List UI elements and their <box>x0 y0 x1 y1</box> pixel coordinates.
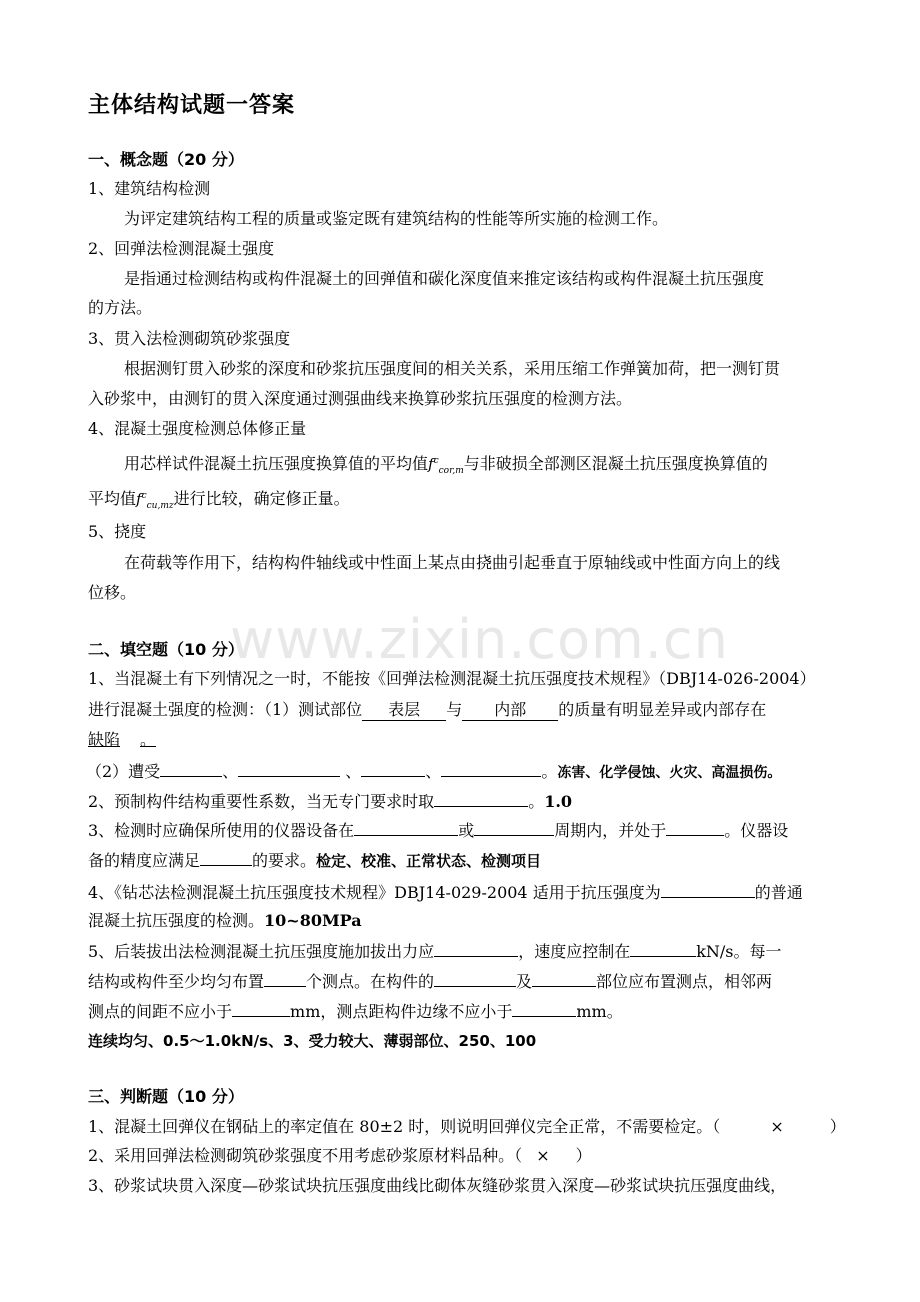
blank <box>474 820 554 836</box>
s2-q1-line4: （2）遭受 、 、 、 。冻害、化学侵蚀、火灾、高温损伤。 <box>86 762 782 781</box>
s1-q5-definition-line2: 位移。 <box>88 583 137 602</box>
s2-q5-answer: 连续均匀、0.5～1.0kN/s、3、受力较大、薄弱部位、250、100 <box>88 1032 537 1050</box>
blank <box>661 882 755 898</box>
s3-q2-mark: × <box>536 1146 550 1165</box>
s1-q5-definition-line1: 在荷载等作用下，结构构件轴线或中性面上某点由挠曲引起垂直于原轴线或中性面方向上的线 <box>124 553 781 572</box>
s1-q2-definition-line1: 是指通过检测结构或构件混凝土的回弹值和碳化深度值来推定该结构或构件混凝土抗压强度 <box>124 269 765 288</box>
section3-heading: 三、判断题（10 分） <box>88 1087 244 1106</box>
s2-q3-line1: 3、检测时应确保所使用的仪器设备在 或 周期内，并处于 。仪器设 <box>88 821 789 840</box>
blank <box>160 761 222 777</box>
s1-q4-text-b1: 平均值 <box>88 489 137 508</box>
answer-interior: 内部 <box>462 700 558 721</box>
s2-q1-answer: 冻害、化学侵蚀、火灾、高温损伤。 <box>557 765 782 781</box>
section2-heading: 二、填空题（10 分） <box>88 640 244 659</box>
answer-surface-layer: 表层 <box>362 700 446 721</box>
s2-q1-line2: 进行混凝土强度的检测：（1）测试部位 表层 与 内部 的质量有明显差异或内部存在 <box>88 700 767 719</box>
s3-q3-line: 3、砂浆试块贯入深度—砂浆试块抗压强度曲线比砌体灰缝砂浆贯入深度—砂浆试块抗压强度曲线， <box>88 1176 787 1195</box>
blank <box>361 761 425 777</box>
s2-q5-line2: 结构或构件至少均匀布置 个测点。在构件的 及 部位应布置测点，相邻两 <box>88 972 773 991</box>
blank <box>200 850 252 866</box>
blank <box>441 761 541 777</box>
s2-q4-line1: 4、《钻芯法检测混凝土抗压强度技术规程》DBJ14-029-2004 适用于抗压强度为 的普通 <box>88 883 803 902</box>
s2-q1-line1: 1、当混凝土有下列情况之一时，不能按《回弹法检测混凝土抗压强度技术规程》（DBJ14-026-2004） <box>88 669 816 688</box>
s1-q4-text-a1: 用芯样试件混凝土抗压强度换算值的平均值 <box>124 454 429 473</box>
blank <box>630 941 696 957</box>
s1-q4-definition-line1 <box>124 451 880 481</box>
blank <box>264 971 306 987</box>
blank <box>434 791 528 807</box>
s1-q4-text-a2: 与非破损全部测区混凝土抗压强度换算值的 <box>463 454 768 473</box>
blank <box>434 971 516 987</box>
answer-defect: 缺陷 <box>88 730 121 749</box>
s3-q1-line: 1、混凝土回弹仪在钢砧上的率定值在 80±2 时，则说明回弹仪完全正常，不需要检定。（ × ） <box>88 1117 846 1136</box>
s1-q4-text-b2: 进行比较，确定修正量。 <box>173 489 350 508</box>
s1-q5-term: 5、挠度 <box>88 522 147 541</box>
s3-q1-mark: × <box>770 1117 784 1136</box>
f-cu-mz-symbol: $f^c_{cu,mz}$ <box>136 490 174 511</box>
s2-q3-answer: 检定、校准、正常状态、检测项目 <box>316 852 542 870</box>
s1-q2-term: 2、回弹法检测混凝土强度 <box>88 239 275 258</box>
s2-q2-line: 2、预制构件结构重要性系数，当无专门要求时取 。1.0 <box>88 792 573 811</box>
s1-q3-definition-line2: 入砂浆中，由测钉的贯入深度通过测强曲线来换算砂浆抗压强度的检测方法。 <box>88 389 633 408</box>
s2-q4-answer: 10~80MPa <box>264 911 362 930</box>
blank <box>666 820 724 836</box>
s1-q3-term: 3、贯入法检测砌筑砂浆强度 <box>88 329 291 348</box>
s2-q1-line3: 缺陷 。 <box>88 730 157 749</box>
s1-q2-definition-line2: 的方法。 <box>88 298 153 317</box>
blank <box>354 820 458 836</box>
section1-heading: 一、概念题（20 分） <box>88 150 244 169</box>
f-cor-m-symbol: $f^c_{cor,m}$ <box>428 455 464 476</box>
s1-q4-definition-line2 <box>88 486 880 516</box>
s1-q1-definition: 为评定建筑结构工程的质量或鉴定既有建筑结构的性能等所实施的检测工作。 <box>124 209 669 228</box>
blank <box>532 971 596 987</box>
watermark: www.zixin.com.cn <box>230 608 729 671</box>
s2-q2-answer: 1.0 <box>544 792 573 811</box>
s3-q2-line: 2、采用回弹法检测砌筑砂浆强度不用考虑砂浆原材料品种。（ × ） <box>88 1146 592 1165</box>
blank <box>238 761 340 777</box>
blank <box>434 941 518 957</box>
blank <box>232 1001 290 1017</box>
page-title: 主体结构试题一答案 <box>88 93 296 118</box>
s1-q3-definition-line1: 根据测钉贯入砂浆的深度和砂浆抗压强度间的相关关系，采用压缩工作弹簧加荷，把一测钉贯 <box>124 359 781 378</box>
s1-q1-term: 1、建筑结构检测 <box>88 179 211 198</box>
s1-q4-term: 4、混凝土强度检测总体修正量 <box>88 419 307 438</box>
s2-q3-line2: 备的精度应满足 的要求。检定、校准、正常状态、检测项目 <box>88 851 542 870</box>
s2-q5-line3: 测点的间距不应小于 mm，测点距构件边缘不应小于 mm。 <box>88 1002 623 1021</box>
s2-q5-line1: 5、后装拔出法检测混凝土抗压强度施加拔出力应 ，速度应控制在 kN/s。每一 <box>88 942 782 961</box>
s2-q4-line2: 混凝土抗压强度的检测。10~80MPa <box>88 911 362 930</box>
blank <box>512 1001 576 1017</box>
